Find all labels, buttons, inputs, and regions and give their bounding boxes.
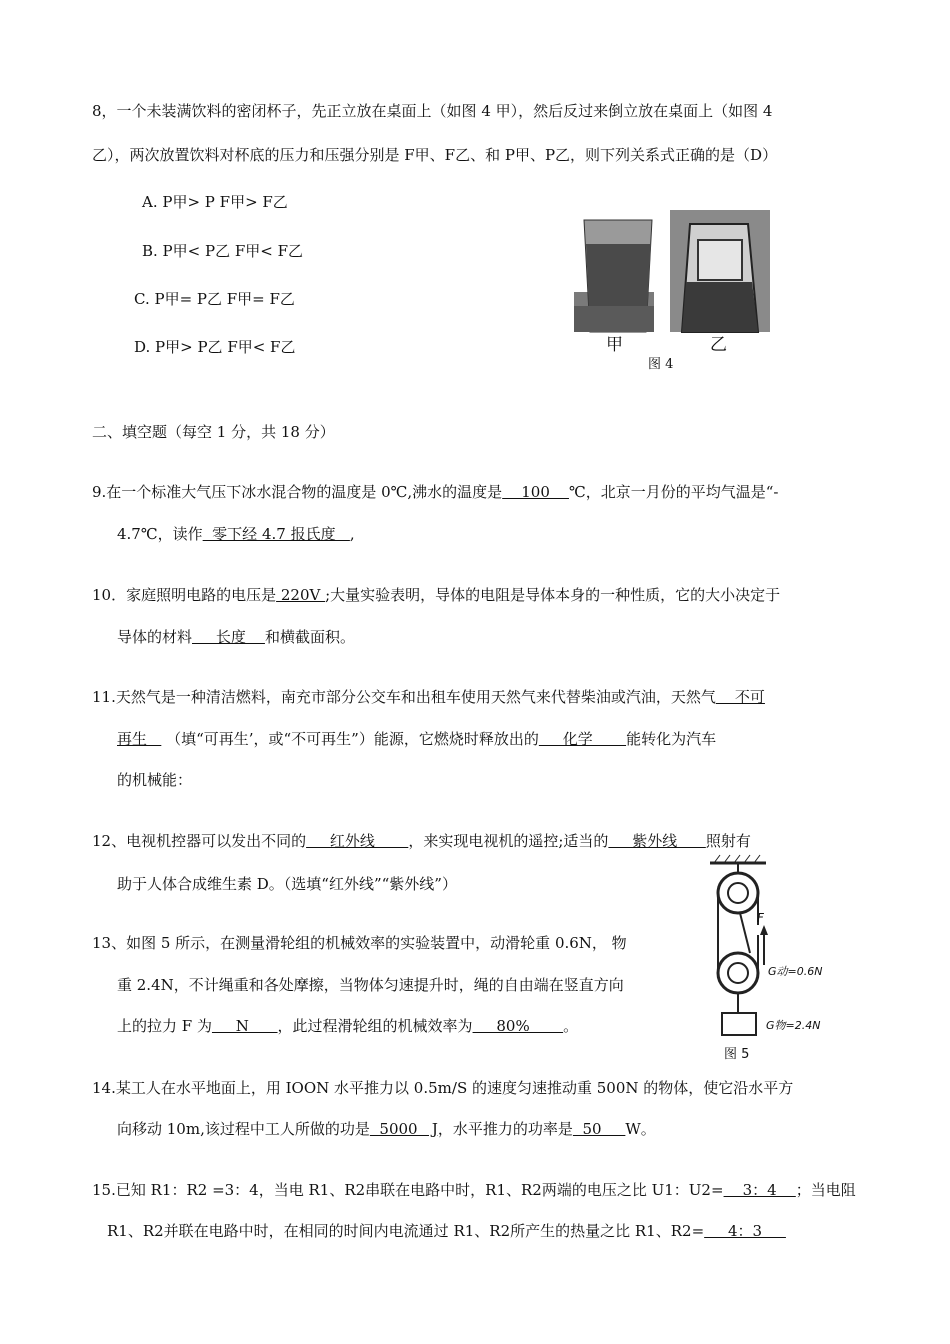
q11-answer-1b: 再生 <box>117 730 162 748</box>
section-2-title: 二、填空题（每空 1 分，共 18 分） <box>92 423 335 441</box>
q9-text-c: 4.7℃，读作 <box>117 525 203 543</box>
q13-line1: 13、如图 5 所示，在测量滑轮组的机械效率的实验装置中，动滑轮重 0.6N， 物 <box>92 934 627 952</box>
figure-4-caption: 图 4 <box>648 357 674 372</box>
q15-text-a: 15.已知 R1：R2 =3：4，当电 R1、R2串联在电路中时，R1、R2两端的电压之比 U1：U2= <box>92 1181 724 1199</box>
q12-text-b: ，来实现电视机的遥控;适当的 <box>408 832 609 850</box>
figure-5-caption: 图 5 <box>724 1047 750 1062</box>
q13-answer-2: 80% <box>472 1017 564 1035</box>
q11-text-b: （填“可再生’，或“不可再生”）能源，它燃烧时释放出的 <box>161 730 539 748</box>
q15-text-b: ；当电阻 <box>795 1181 856 1199</box>
figure-5-pulley <box>700 845 860 1065</box>
q12-line2: 助于人体合成维生素 D。（选填“红外线”“紫外线”） <box>117 875 457 893</box>
q8-option-c: C. P甲= P乙 F甲= F乙 <box>134 290 295 308</box>
q15-line2 <box>107 1220 786 1242</box>
q15-answer-1: 3：4 <box>723 1181 796 1199</box>
q12-text-c: 照射有 <box>705 832 751 850</box>
q9-line1 <box>92 481 779 503</box>
figure-5-force-label: F <box>757 911 764 925</box>
q10-text-a: 10．家庭照明电路的电压是 <box>92 586 277 604</box>
q13-line2: 重 2.4N，不计绳重和各处摩擦，当物体匀速提升时，绳的自由端在竖直方向 <box>117 976 624 994</box>
q12-answer-1: 红外线 <box>306 832 409 850</box>
q13-text-c: 上的拉力 F 为 <box>117 1017 212 1035</box>
q11-answer-1a: 不可 <box>715 688 765 706</box>
q11-line2 <box>117 728 716 750</box>
q10-answer-2: 长度 <box>192 628 265 646</box>
q11-line3: 的机械能： <box>117 771 193 789</box>
q10-text-d: 和横截面积。 <box>264 628 355 646</box>
q11-answer-2: 化学 <box>538 730 627 748</box>
figure-5-pulley-label: G动=0.6N <box>768 965 823 978</box>
figure-5-weight-label: G物=2.4N <box>766 1019 821 1032</box>
q14-answer-2: 50 <box>572 1120 626 1138</box>
q13-text-d: ，此过程滑轮组的机械效率为 <box>277 1017 473 1035</box>
q14-text-c: ，水平推力的功率是 <box>437 1120 573 1138</box>
figure-4-label-right: 乙 <box>710 335 727 355</box>
q8-option-d: D. P甲> P乙 F甲< F乙 <box>134 338 296 356</box>
q9-answer-1: 100 <box>502 483 569 501</box>
q10-text-c: 导体的材料 <box>117 628 193 646</box>
q10-line1 <box>92 584 780 606</box>
q9-line2 <box>117 523 355 545</box>
q13-text-e: 。 <box>563 1017 579 1035</box>
q8-line1: 8，一个未装满饮料的密闭杯子，先正立放在桌面上（如图 4 甲），然后反过来倒立放在桌面上（如图 4 <box>92 102 773 120</box>
q15-line1 <box>92 1179 856 1201</box>
q13-line3 <box>117 1015 578 1037</box>
q9-text-b: ℃，北京一月份的平均气温是“- <box>568 483 779 501</box>
q11-text-c: 能转化为汽车 <box>626 730 717 748</box>
q8-line2: 乙），两次放置饮料对杯底的压力和压强分别是 F甲、F乙、和 P甲、P乙，则下列关系式正确的是（D） <box>92 146 778 164</box>
q15-answer-2: 4：3 <box>704 1222 786 1240</box>
q11-line1 <box>92 686 765 708</box>
q15-text-c: R1、R2并联在电路中时，在相同的时间内电流通过 R1、R2所产生的热量之比 R1、R2= <box>107 1222 705 1240</box>
figure-4-label-left: 甲 <box>606 335 623 355</box>
q12-answer-2: 紫外线 <box>608 832 706 850</box>
q14-text-b: 向移动 10m,该过程中工人所做的功是 <box>117 1120 370 1138</box>
q11-text-a: 11.天然气是一种清洁燃料，南充市部分公交车和出租车使用天然气来代替柴油或汽油，天然气 <box>92 688 716 706</box>
q9-answer-2: 零下经 4.7 报氏度 <box>202 525 350 543</box>
q14-answer-1: 5000 J <box>369 1120 438 1138</box>
q10-answer-1: 220V <box>276 586 326 604</box>
q12-text-a: 12、电视机控器可以发出不同的 <box>92 832 307 850</box>
q9-text-a: 9.在一个标准大气压下冰水混合物的温度是 0℃,沸水的温度是 <box>92 483 503 501</box>
figure-4-cups <box>566 210 776 375</box>
q13-answer-1: N <box>211 1017 278 1035</box>
q8-option-b: B. P甲< P乙 F甲< F乙 <box>142 242 304 260</box>
q14-text-d: W。 <box>625 1120 656 1138</box>
q9-text-d: , <box>349 525 355 543</box>
q10-text-b: ;大量实验表明，导体的电阻是导体本身的一种性质，它的大小决定于 <box>325 586 781 604</box>
q8-option-a: A. P甲> P F甲> F乙 <box>142 193 288 211</box>
q14-line1: 14.某工人在水平地面上，用 IOON 水平推力以 0.5m/S 的速度匀速推动重 500N 的物体，使它沿水平方 <box>92 1079 794 1097</box>
q12-line1 <box>92 830 751 852</box>
q10-line2 <box>117 626 355 648</box>
q14-line2 <box>117 1118 656 1140</box>
